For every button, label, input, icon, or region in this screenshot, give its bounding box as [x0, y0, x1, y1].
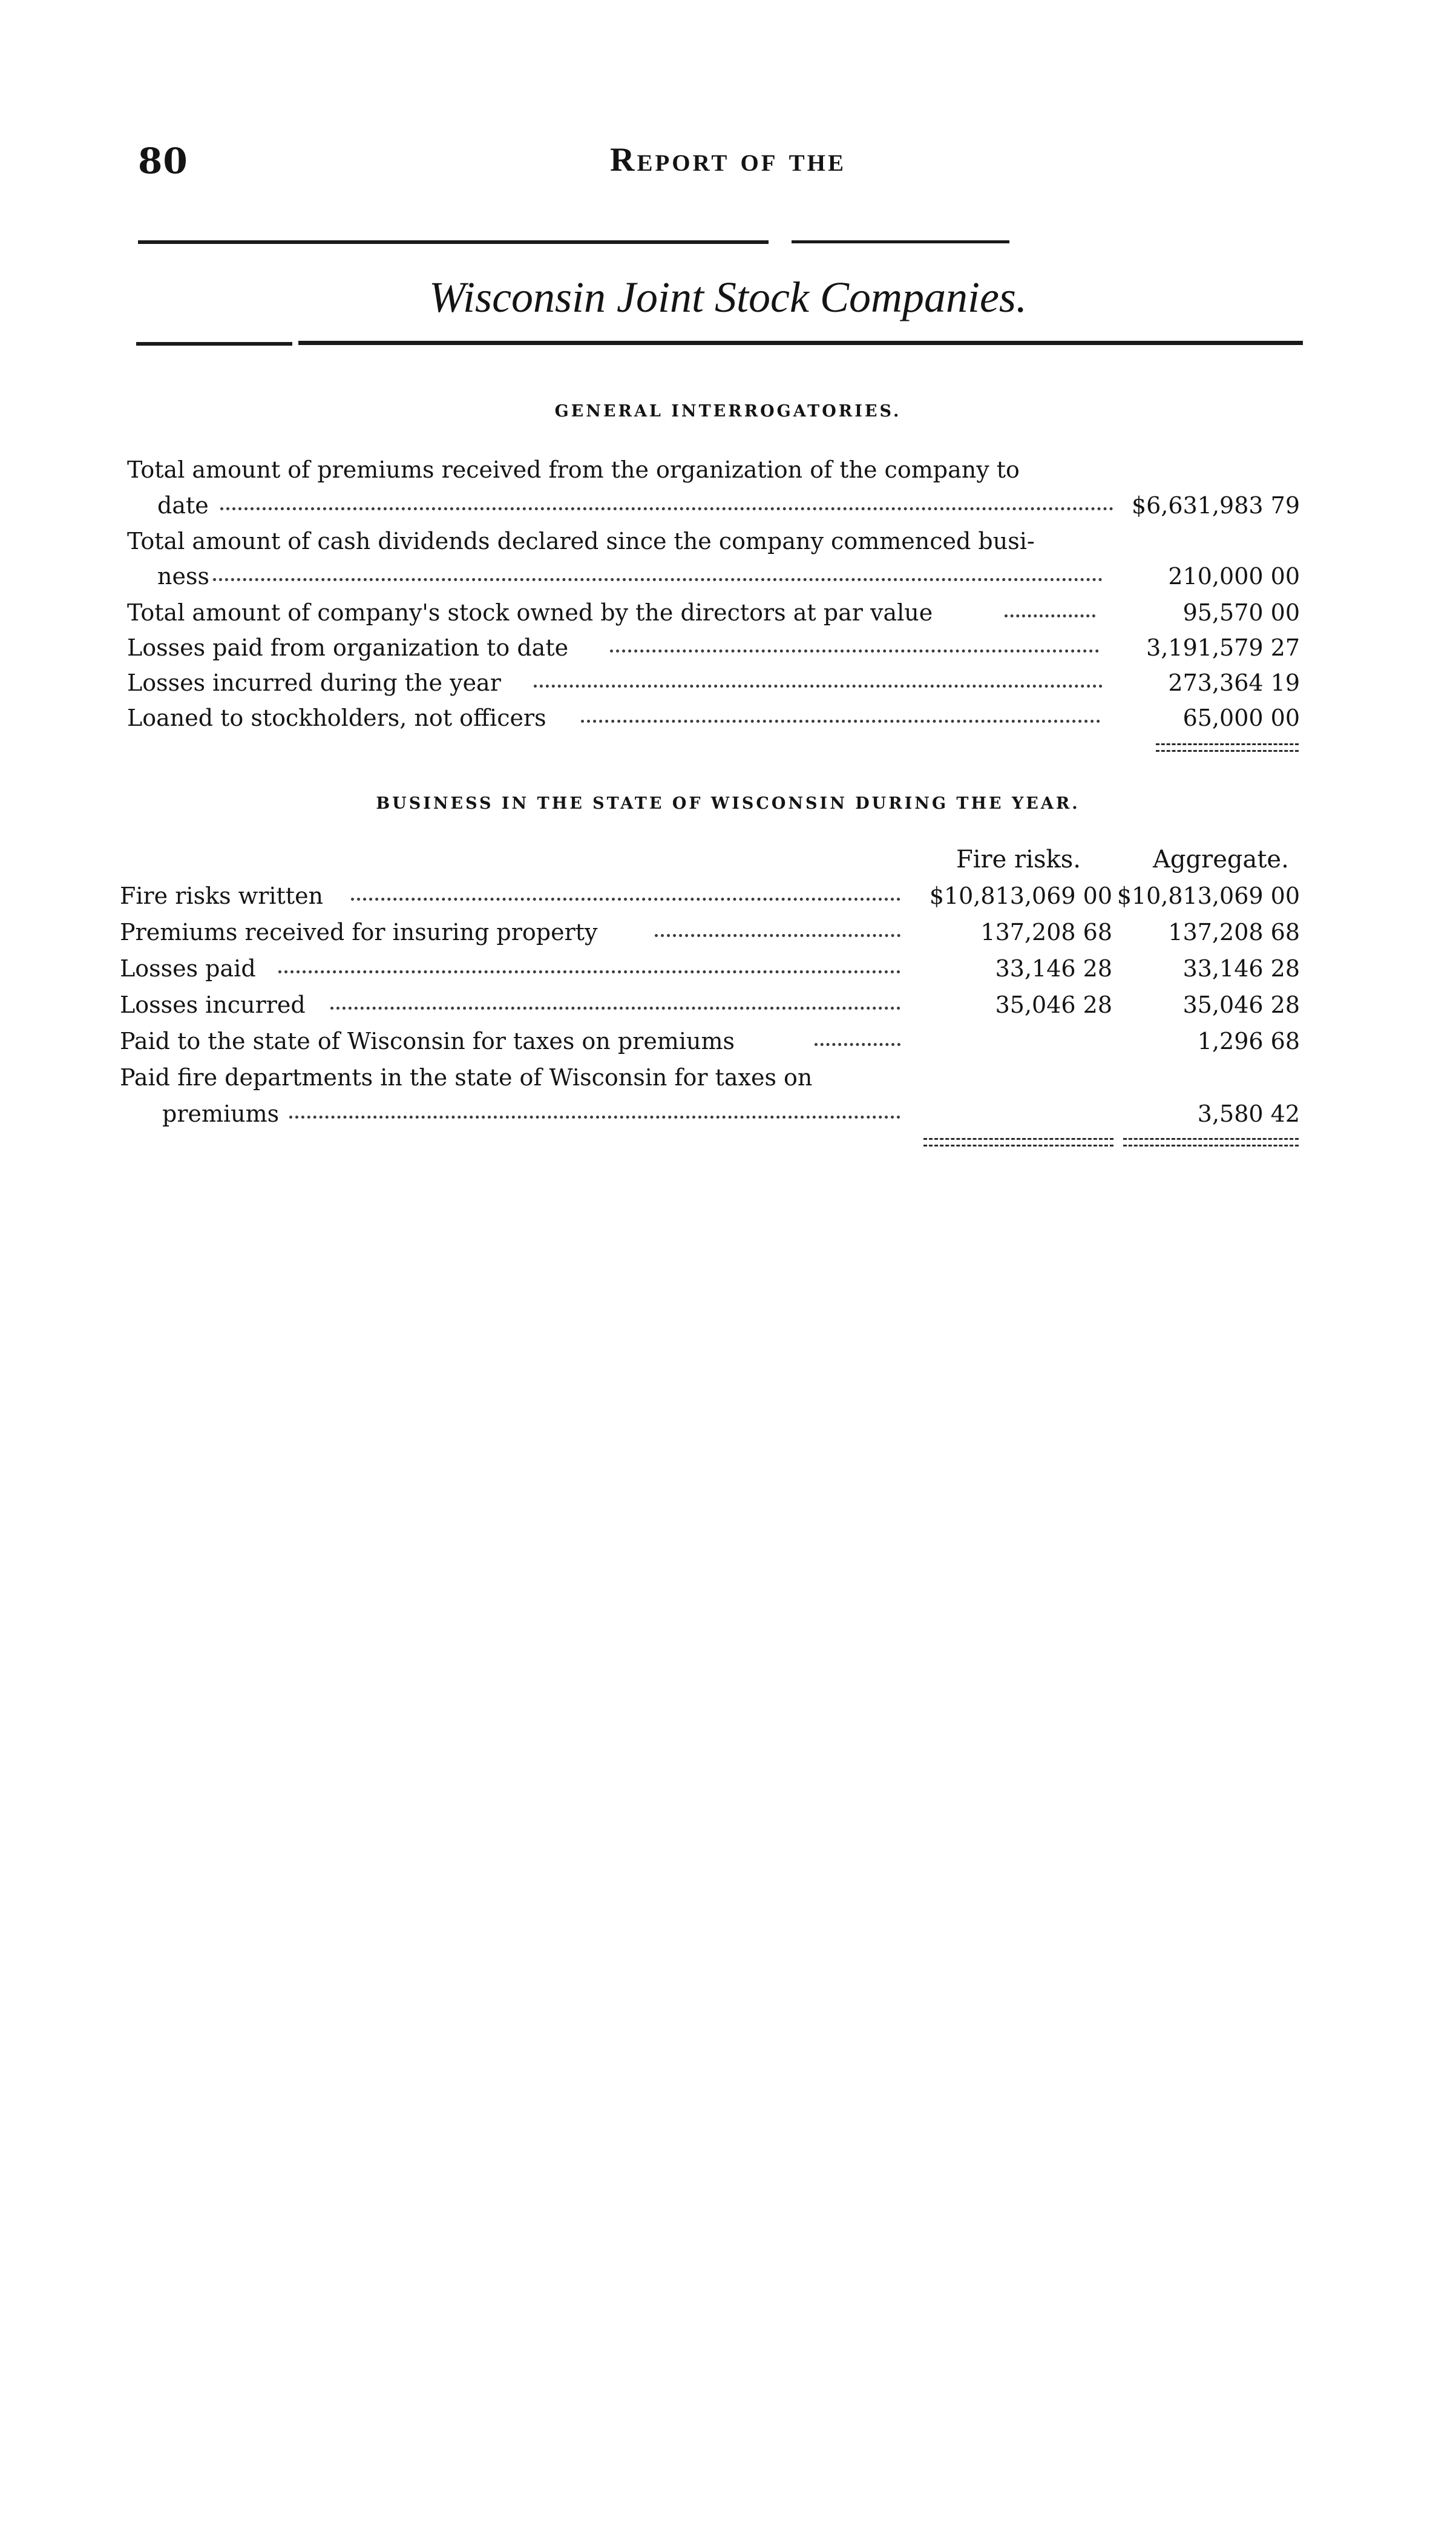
column-header-fire-risks: Fire risks. — [956, 846, 1081, 873]
business-row-5-aggregate: 1,296 68 — [1197, 1028, 1300, 1054]
general-row-5-amount: 273,364 19 — [1168, 669, 1300, 696]
leader-dots — [581, 720, 1100, 723]
general-interrogatories-heading: GENERAL INTERROGATORIES. — [554, 402, 902, 421]
leader-dots — [213, 578, 1103, 581]
header-rule-right — [792, 240, 1009, 243]
business-row-2-fire: 137,208 68 — [980, 919, 1112, 946]
business-row-3-label: Losses paid — [120, 955, 256, 982]
leader-dots — [220, 507, 1113, 510]
business-row-1-aggregate: $10,813,069 00 — [1117, 883, 1300, 909]
business-row-4-label: Losses incurred — [120, 992, 306, 1018]
business-heading: BUSINESS IN THE STATE OF WISCONSIN DURING THE YEAR. — [376, 794, 1080, 813]
business-row-4-aggregate: 35,046 28 — [1182, 992, 1300, 1018]
aggregate-column-double-rule — [1123, 1138, 1299, 1146]
running-head: Report of the — [610, 141, 846, 179]
section-title: Wisconsin Joint Stock Companies. — [429, 273, 1027, 321]
general-row-1-line1: Total amount of premiums received from the organization of the company to — [127, 456, 1020, 483]
leader-dots — [278, 970, 900, 973]
title-rule-right — [298, 341, 1303, 345]
business-row-3-aggregate: 33,146 28 — [1182, 955, 1300, 982]
general-row-1-amount: $6,631,983 79 — [1131, 492, 1300, 519]
title-rule-left — [136, 342, 292, 346]
business-row-6-line1: Paid fire departments in the state of Wisconsin for taxes on — [120, 1064, 813, 1091]
business-row-6-aggregate: 3,580 42 — [1197, 1100, 1300, 1127]
leader-dots — [610, 650, 1099, 653]
business-row-2-label: Premiums received for insuring property — [120, 919, 598, 946]
general-row-2-line2: ness — [157, 563, 209, 590]
business-row-1-fire: $10,813,069 00 — [929, 883, 1112, 909]
leader-dots — [1005, 614, 1095, 617]
fire-column-double-rule — [923, 1138, 1113, 1146]
header-rule-left — [138, 240, 769, 244]
business-row-4-fire: 35,046 28 — [995, 992, 1112, 1018]
general-row-4-amount: 3,191,579 27 — [1146, 634, 1300, 661]
general-row-1-line2: date — [157, 492, 209, 519]
leader-dots — [351, 898, 900, 901]
page-number: 80 — [138, 140, 188, 182]
general-row-5-label: Losses incurred during the year — [127, 669, 501, 696]
business-row-1-label: Fire risks written — [120, 883, 324, 909]
general-row-2-line1: Total amount of cash dividends declared since the company commenced busi- — [127, 528, 1035, 554]
business-row-3-fire: 33,146 28 — [995, 955, 1112, 982]
business-row-6-line2: premiums — [162, 1100, 280, 1127]
leader-dots — [534, 685, 1103, 688]
column-header-aggregate: Aggregate. — [1153, 846, 1289, 873]
general-row-2-amount: 210,000 00 — [1168, 563, 1300, 590]
leader-dots — [289, 1116, 900, 1119]
general-row-6-amount: 65,000 00 — [1182, 705, 1300, 731]
general-row-3-amount: 95,570 00 — [1182, 599, 1300, 626]
leader-dots — [655, 934, 900, 937]
business-row-5-label: Paid to the state of Wisconsin for taxes on premiums — [120, 1028, 735, 1054]
business-row-2-aggregate: 137,208 68 — [1168, 919, 1300, 946]
leader-dots — [815, 1043, 900, 1046]
general-row-6-label: Loaned to stockholders, not officers — [127, 705, 546, 731]
general-row-4-label: Losses paid from organization to date — [127, 634, 569, 661]
total-double-rule — [1156, 743, 1299, 752]
general-row-3-label: Total amount of company's stock owned by the directors at par value — [127, 599, 933, 626]
leader-dots — [330, 1007, 900, 1010]
